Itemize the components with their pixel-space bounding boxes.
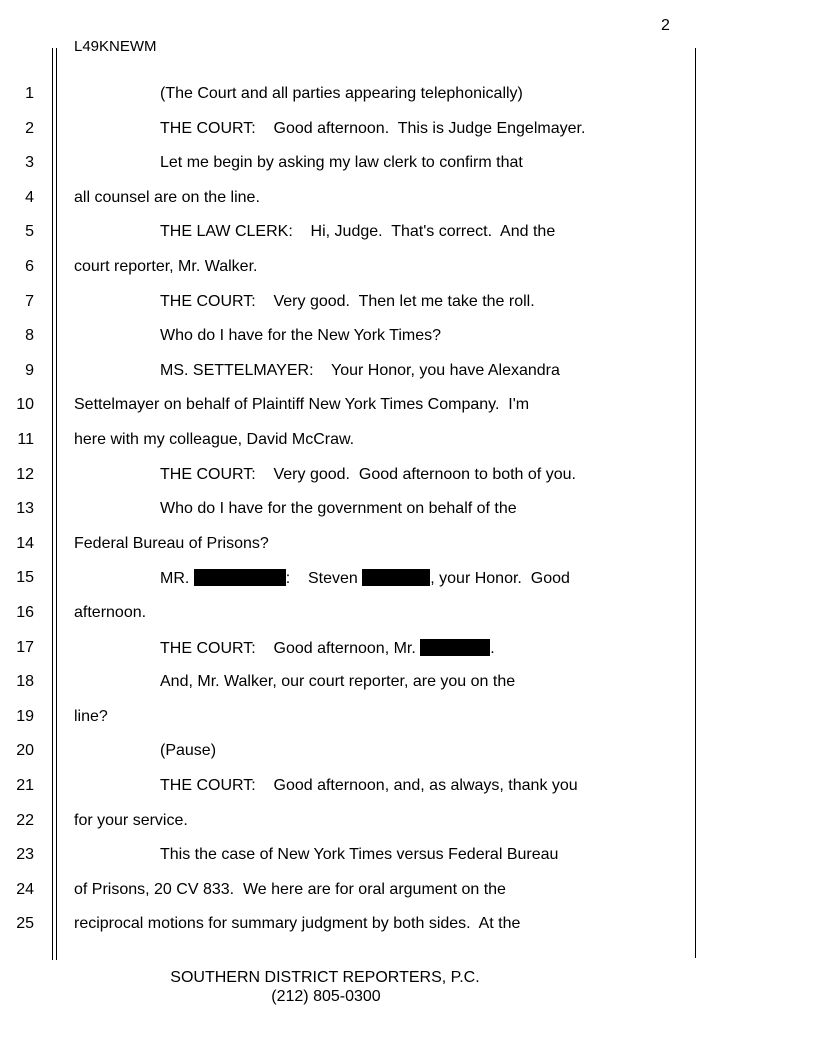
line-text <box>160 154 523 172</box>
line-text <box>74 915 520 933</box>
line-number: 15 <box>16 569 34 587</box>
footer-reporter: SOUTHERN DISTRICT REPORTERS, P.C. <box>170 969 480 986</box>
transcript-line <box>0 293 700 313</box>
line-text-segment: , your Honor. Good <box>430 570 570 588</box>
line-text-segment: Who do I have for the New York Times? <box>160 327 442 345</box>
transcript-line <box>0 846 700 866</box>
line-number: 6 <box>25 258 34 275</box>
transcript-line <box>0 154 700 174</box>
transcript-line <box>0 85 700 105</box>
line-text-segment: for your service. <box>74 811 188 829</box>
line-number: 10 <box>16 396 34 414</box>
line-number: 5 <box>25 223 34 241</box>
line-text <box>74 396 529 414</box>
transcript-line <box>0 258 700 278</box>
line-text-segment: Federal Bureau of Prisons? <box>74 534 269 552</box>
line-number: 21 <box>16 777 34 794</box>
line-text-segment: of Prisons, 20 CV 833. We here are for oral argument on the <box>74 880 506 898</box>
line-text <box>74 535 269 553</box>
transcript-line <box>0 223 700 243</box>
transcript-line <box>0 362 700 382</box>
line-text-segment: THE COURT: Very good. Good afternoon to both of you. <box>160 465 576 483</box>
transcript-line <box>0 189 700 209</box>
line-text <box>160 777 578 795</box>
line-number: 19 <box>16 707 34 725</box>
line-number: 2 <box>25 119 34 137</box>
line-text <box>160 120 585 138</box>
footer-phone: (212) 805-0300 <box>271 988 381 1005</box>
line-number: 22 <box>16 811 34 829</box>
line-number: 14 <box>16 534 34 552</box>
transcript-line <box>0 327 700 347</box>
transcript-line <box>0 535 700 555</box>
transcript-line <box>0 881 700 901</box>
line-text <box>74 431 354 449</box>
line-text <box>74 258 257 276</box>
line-text <box>160 639 495 658</box>
line-number: 16 <box>16 604 34 621</box>
line-text <box>160 327 441 345</box>
transcript-line <box>0 915 700 935</box>
line-text-segment: THE LAW CLERK: Hi, Judge. That's correct. And the <box>160 223 556 241</box>
line-text-segment: reciprocal motions for summary judgment by both sides. At the <box>74 915 521 933</box>
transcript-line <box>0 777 700 797</box>
line-number: 7 <box>25 292 34 310</box>
line-text <box>160 742 216 760</box>
line-number: 3 <box>25 154 34 172</box>
line-number: 25 <box>16 915 34 933</box>
line-text-segment: . <box>490 639 495 657</box>
line-text <box>160 223 555 241</box>
line-text <box>160 500 517 518</box>
line-number: 11 <box>17 431 34 448</box>
line-text <box>160 293 535 311</box>
case-id: L49KNEWM <box>74 38 157 55</box>
line-text-segment: Let me begin by asking my law clerk to confirm that <box>160 154 523 172</box>
line-text <box>160 846 558 864</box>
line-text-segment: here with my colleague, David McCraw. <box>74 431 355 448</box>
line-text-segment: (Pause) <box>160 742 217 760</box>
line-text-segment: MS. SETTELMAYER: Your Honor, you have Alexandra <box>160 361 560 379</box>
line-text-segment: THE COURT: Good afternoon. This is Judge Engelmayer. <box>160 119 586 137</box>
transcript-line <box>0 396 700 416</box>
page-number: 2 <box>661 17 670 34</box>
line-text-segment: This the case of New York Times versus Federal Bureau <box>160 846 559 864</box>
transcript-line <box>0 708 700 728</box>
line-text <box>74 708 108 726</box>
line-number: 23 <box>16 846 34 864</box>
transcript-line <box>0 673 700 693</box>
line-text-segment: THE COURT: Good afternoon, and, as always, thank you <box>160 777 578 794</box>
transcript-line <box>0 431 700 451</box>
line-text-segment: THE COURT: Very good. Then let me take the roll. <box>160 292 535 310</box>
line-text-segment: (The Court and all parties appearing telephonically) <box>160 85 523 102</box>
line-number: 20 <box>16 742 34 760</box>
line-text <box>160 673 515 691</box>
transcript-line <box>0 500 700 520</box>
line-number: 24 <box>16 880 34 898</box>
transcript-line <box>0 812 700 832</box>
line-number: 12 <box>16 465 34 483</box>
line-text-segment: all counsel are on the line. <box>74 188 260 206</box>
line-text <box>74 189 260 207</box>
transcript-line <box>0 466 700 486</box>
line-text-segment: Who do I have for the government on behalf of the <box>160 500 517 518</box>
line-number: 18 <box>16 673 34 691</box>
line-number: 17 <box>16 638 34 656</box>
line-text <box>74 881 506 899</box>
line-text-segment: line? <box>74 707 108 725</box>
transcript-line <box>0 120 700 140</box>
line-text-segment: court reporter, Mr. Walker. <box>74 258 258 275</box>
redaction-block <box>362 569 430 586</box>
line-text <box>160 85 523 103</box>
transcript-line <box>0 604 700 624</box>
line-number: 8 <box>25 327 34 345</box>
line-text <box>74 604 146 622</box>
line-text <box>160 362 560 380</box>
line-text <box>160 466 576 484</box>
line-number: 1 <box>25 85 34 102</box>
line-text-segment: And, Mr. Walker, our court reporter, are you on the <box>160 673 516 691</box>
line-text-segment: THE COURT: Good afternoon, Mr. <box>160 639 421 657</box>
transcript-line <box>0 639 700 659</box>
line-text-segment: MR. <box>160 570 194 588</box>
line-text-segment: : Steven <box>285 570 363 588</box>
transcript-line <box>0 742 700 762</box>
transcript-line <box>0 569 700 589</box>
redaction-block <box>420 639 490 656</box>
redaction-block <box>194 569 286 586</box>
line-text-segment: Settelmayer on behalf of Plaintiff New York Times Company. I'm <box>74 396 530 414</box>
line-text-segment: afternoon. <box>74 604 147 621</box>
line-text <box>74 812 188 830</box>
line-number: 9 <box>25 361 34 379</box>
line-number: 4 <box>25 188 34 206</box>
line-text <box>160 569 570 588</box>
line-number: 13 <box>16 500 34 518</box>
